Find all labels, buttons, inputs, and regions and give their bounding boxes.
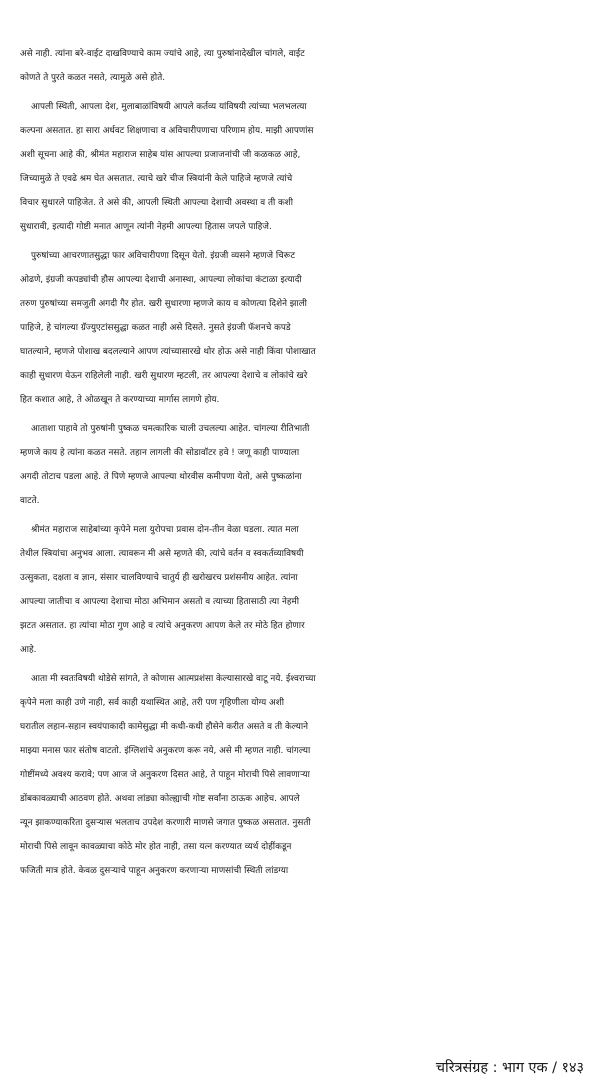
- text-line: डोंबकावळ्याची आठवण होते. अथवा लांड्या कोल्ह्याची गोष्ट सर्वांना ठाऊक आहेच. आपले: [20, 794, 300, 804]
- paragraph: [20, 244, 590, 412]
- text-line: काही सुधारण येऊन राहिलेली नाही. खरी सुधारण म्हटली, तर आपल्या देशाचे व लोकांचे खरे: [20, 371, 308, 381]
- text-line: पाहिजे, हे चांगल्या ग्रॅज्युएटांससुद्धा कळत नाही असे दिसते. नुसते इंग्रजी फॅशनचे कपडे: [20, 323, 291, 333]
- paragraph: [20, 42, 590, 90]
- text-line: हित कशात आहे, ते ओळखून ते करण्याच्या मार्गास लागणे होय.: [20, 395, 220, 405]
- text-line: आता मी स्वतःविषयी थोडेसे सांगते, ते कोणास आत्मप्रशंसा केल्यासारखे वाटू नये. ईश्वराच्या: [31, 674, 316, 684]
- text-line: वाटते.: [20, 496, 40, 506]
- text-line: माझ्या मनास फार संतोष वाटतो. इंग्लिशांचे अनुकरण करू नये, असे मी म्हणत नाही. चांगल्या: [20, 746, 311, 756]
- text-line: मोराची पिसे लावून कावळ्याचा कोठे मोर होत नाही, तसा यत्न करण्यात व्यर्थ दोहींकडून: [20, 842, 292, 852]
- paragraph: [20, 667, 590, 883]
- text-line: विचार सुधारले पाहिजेत. ते असे की, आपली स्थिती आपल्या देशाची अवस्था व ती कशी: [20, 198, 294, 208]
- text-line: जिच्यामुळे ते एवढे श्रम घेत असतात. त्याचे खरे चीज स्त्रियांनी केले पाहिजे म्हणजे त्यांचे: [20, 174, 293, 184]
- text-line: न्यून झाकण्याकरिता दुसऱ्यास भलताच उपदेश करणारी माणसे जगात पुष्कळ असतात. नुसती: [20, 818, 311, 828]
- text-line: आहे.: [20, 645, 37, 655]
- text-line: आताशा पाहावे तो पुरुषांनी पुष्कळ चमत्कारिक चाली उचलल्या आहेत. चांगल्या रीतिभाती: [31, 424, 310, 434]
- text-line: ओढणे, इंग्रजी कपड्यांची हौस आपल्या देशाची अनास्था, आपल्या लोकांचा कंटाळा इत्यादी: [20, 275, 302, 285]
- paragraph: [20, 417, 590, 513]
- text-line: अशी सूचना आहे की, श्रीमंत महाराज साहेब यांस आपल्या प्रजाजनांची जी कळकळ आहे,: [20, 150, 301, 160]
- text-line: झटत असतात. हा त्यांचा मोठा गुण आहे व त्यांचे अनुकरण आपण केले तर मोठे हित होणार: [20, 621, 305, 631]
- text-line: उत्सुकता, दक्षता व ज्ञान, संसार चालविण्याचे चातुर्य ही खरोखरच प्रशंसनीय आहेत. त्यांना: [20, 573, 298, 583]
- text-line: कृपेने मला काही उणे नाही, सर्व काही यथास्थित आहे, तरी पण गृहिणीला योग्य अशी: [20, 698, 284, 708]
- page-footer: चरित्रसंग्रह : भाग एक / १४३: [435, 1060, 584, 1076]
- text-line: म्हणजे काय हे त्यांना कळत नसते. तहान लागली की सोडावॉटर हवे ! जणू काही पाण्याला: [20, 448, 300, 458]
- text-line: घातल्याने, म्हणजे पोशाख बदलल्याने आपण त्यांच्यासारखे थोर होऊ असे नाही किंवा पोशाखात: [20, 347, 316, 357]
- text-line: तरुण पुरुषांच्या समजुती अगदी गैर होत. खरी सुधारणा म्हणजे काय व कोणत्या दिशेने झाली: [20, 299, 307, 309]
- text-line: असे नाही. त्यांना बरे-वाईट दाखविण्याचे काम ज्यांचे आहे, त्या पुरुषांनादेखील चांगले, वाईट: [20, 49, 305, 59]
- text-line: कल्पना असतात. हा सारा अर्धवट शिक्षणाचा व अविचारीपणाचा परिणाम होय. माझी आपणांस: [20, 126, 314, 136]
- text-line: श्रीमंत महाराज साहेबांच्या कृपेने मला युरोपचा प्रवास दोन-तीन वेळा घडला. त्यात मला: [31, 525, 299, 535]
- text-line: आपल्या जातीचा व आपल्या देशाचा मोठा अभिमान असतो व त्याच्या हितासाठी त्या नेहमी: [20, 597, 300, 607]
- body-text: [20, 42, 590, 888]
- text-line: सुधारावी, इत्यादी गोष्टी मनात आणून त्यांनी नेहमी आपल्या हितास जपले पाहिजे.: [20, 222, 272, 232]
- text-line: गोष्टींमध्ये अवश्य करावे; पण आज जे अनुकरण दिसत आहे, ते पाहून मोराची पिसे लावणाऱ्या: [20, 770, 310, 780]
- text-line: कोणते ते पुरते कळत नसते, त्यामुळे असे होते.: [20, 73, 166, 83]
- text-line: फजिती मात्र होते. केवळ दुसऱ्याचे पाहून अनुकरण करणाऱ्या माणसांची स्थिती लांडग्या: [20, 866, 289, 876]
- paragraph: [20, 95, 590, 239]
- text-line: तेथील स्त्रियांचा अनुभव आला. त्यावरून मी असे म्हणते की, त्यांचे वर्तन व स्वकर्तव्याविषयी: [20, 549, 304, 559]
- text-line: आपली स्थिती, आपला देश, मुलाबाळांविषयी आपले कर्तव्य यांविषयी त्यांच्या भलभलत्या: [31, 102, 307, 112]
- text-line: घरातील लहान-सहान स्वयंपाकादी कामेसुद्धा मी कधी-कधी हौसेने करीत असते व ती केल्याने: [20, 722, 308, 732]
- paragraph: [20, 518, 590, 662]
- text-line: अगदी तोटाच पडला आहे. ते पिणे म्हणजे आपल्या थोरवीस कमीपणा येतो, असे पुष्कळांना: [20, 472, 302, 482]
- text-line: पुरुषांच्या आचरणातसुद्धा फार अविचारीपणा दिसून येतो. इंग्रजी व्यसने म्हणजे चिरूट: [31, 251, 296, 261]
